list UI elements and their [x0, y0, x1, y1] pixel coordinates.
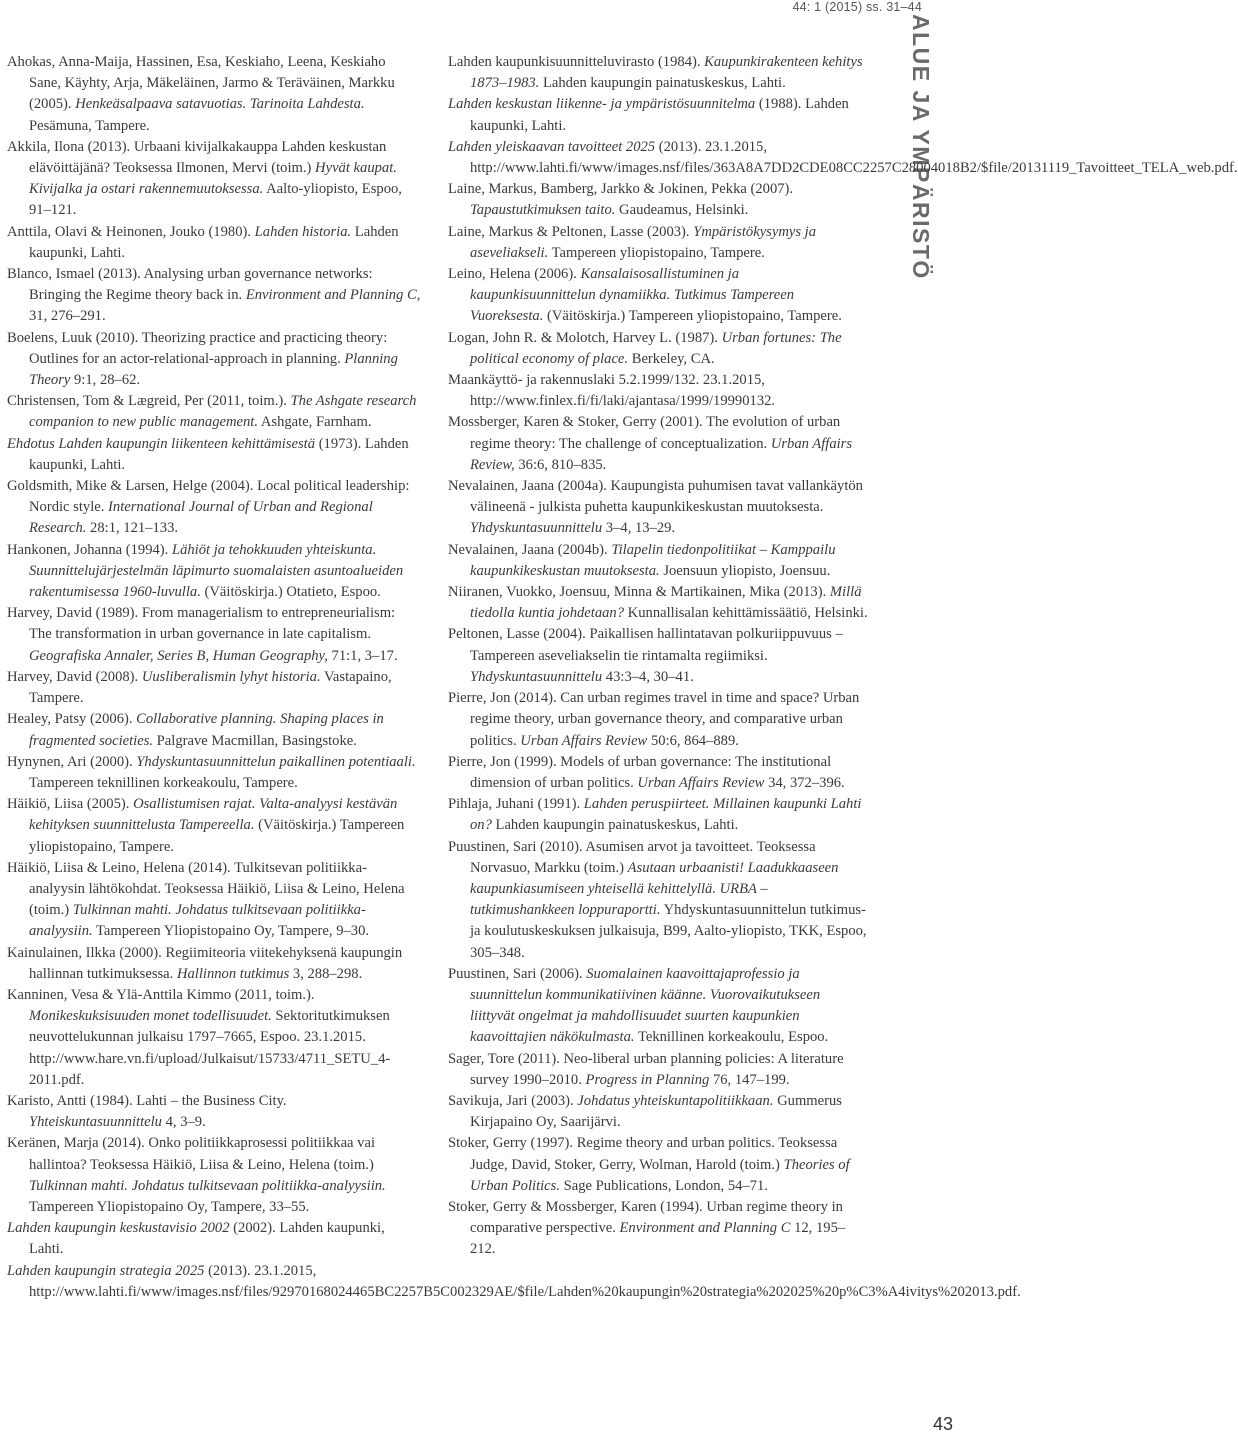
reference-text: Karisto, Antti (1984). Lahti – the Business City. — [7, 1092, 287, 1109]
reference-text: Joensuun yliopisto, Joensuu. — [659, 562, 831, 579]
reference-entry — [7, 667, 421, 709]
reference-title: Environment and Planning C, — [245, 287, 421, 304]
reference-entry — [448, 1197, 868, 1261]
reference-text: (1988). Lahden kaupunki, Lahti. — [470, 96, 849, 134]
reference-title: Geografiska Annaler, Series B, Human Geography, — [29, 647, 328, 664]
reference-entry — [448, 370, 868, 412]
reference-entry — [448, 624, 868, 688]
reference-entry — [448, 264, 868, 328]
reference-title: Hyvät kaupat. Kivijalka ja ostari rakennemuutoksessa. — [29, 160, 397, 198]
reference-text: Ahokas, Anna-Maija, Hassinen, Esa, Keskiaho, Leena, Keskiaho Sane, Käyhty, Arja, Mäkeläinen, Jarmo & Teräväinen, Markku (2005). — [7, 54, 395, 113]
reference-title: Tapaustutkimuksen taito. — [470, 202, 616, 219]
reference-entry — [448, 179, 868, 221]
reference-text: Lahden kaupunkisuunnitteluvirasto (1984). — [448, 54, 705, 70]
reference-text: Harvey, David (1989). From managerialism to entrepreneurialism: The transformation in urban governance in late capitalism. — [7, 605, 396, 643]
reference-text: Sager, Tore (2011). Neo-liberal urban planning policies: A literature survey 1990–2010. — [448, 1050, 844, 1088]
journal-title: ALUE JA YMPÄRISTÖ — [908, 14, 934, 280]
reference-text: Kainulainen, Ilkka (2000). Regiimiteoria viitekehyksenä kaupungin hallinnan tutkimuksessa. — [7, 944, 403, 982]
reference-entry — [7, 137, 421, 222]
reference-text: Tampereen Yliopistopaino Oy, Tampere, 33–55. — [29, 1198, 310, 1215]
reference-title: Tulkinnan mahti. Johdatus tulkitsevaan politiikka-analyysiin. — [29, 1177, 386, 1194]
reference-text: 34, 372–396. — [764, 774, 845, 791]
reference-text: 50:6, 864–889. — [647, 732, 739, 749]
reference-text: Stoker, Gerry (1997). Regime theory and urban politics. Teoksessa Judge, David, Stoker, Gerry, Wolman, Harold (toim.) — [448, 1135, 838, 1173]
reference-entry — [448, 1133, 868, 1197]
reference-text: 28:1, 121–133. — [86, 520, 179, 537]
reference-text: Boelens, Luuk (2010). Theorizing practice and practicing theory: Outlines for an actor-relational-approach in planning. — [7, 329, 388, 367]
reference-text: Laine, Markus & Peltonen, Lasse (2003). — [448, 223, 694, 240]
reference-entry — [448, 328, 868, 370]
reference-title: Yhdyskuntasuunnittelun paikallinen potentiaali. — [136, 753, 416, 770]
reference-text: Stoker, Gerry & Mossberger, Karen (1994). Urban regime theory in comparative perspective. — [448, 1198, 843, 1237]
reference-title: Lahden kaupungin strategia 2025 — [7, 1262, 205, 1279]
reference-entry — [448, 794, 868, 836]
reference-text: (1973). Lahden kaupunki, Lahti. — [29, 435, 409, 473]
reference-entry — [7, 943, 421, 985]
reference-title: Environment and Planning C — [619, 1220, 791, 1237]
reference-text: Häikiö, Liisa (2005). — [7, 796, 134, 813]
reference-text: Teknillinen korkeakoulu, Espoo. — [634, 1029, 829, 1046]
reference-title: Progress in Planning — [585, 1071, 710, 1088]
reference-text: Mossberger, Karen & Stoker, Gerry (2001). The evolution of urban regime theory: The challenge of conceptualization. — [448, 414, 841, 452]
reference-text: Kanninen, Vesa & Ylä-Anttila Kimmo (2011, toim.). — [7, 986, 315, 1003]
reference-text: 71:1, 3–17. — [327, 647, 398, 664]
reference-entry — [448, 582, 868, 624]
reference-text: Tampereen teknillinen korkeakoulu, Tampere. — [29, 774, 298, 791]
reference-text: Lahden kaupungin painatuskeskus, Lahti. — [491, 817, 739, 834]
reference-text: Keränen, Marja (2014). Onko politiikkaprosessi politiikkaa vai hallintoa? Teoksessa Häikiö, Liisa & Leino, Helena (toim.) — [7, 1135, 376, 1173]
reference-entry — [448, 94, 868, 136]
reference-entry — [7, 540, 421, 604]
reference-entry — [448, 476, 868, 540]
reference-entry — [7, 476, 421, 540]
reference-text: Gummerus Kirjapaino Oy, Saarijärvi. — [470, 1092, 842, 1131]
reference-text: Logan, John R. & Molotch, Harvey L. (1987). — [448, 329, 722, 346]
reference-text: Christensen, Tom & Lægreid, Per (2011, toim.). — [7, 393, 291, 410]
reference-text: 9:1, 28–62. — [70, 372, 141, 389]
reference-text: Hynynen, Ari (2000). — [7, 753, 137, 770]
reference-text: 76, 147–199. — [709, 1071, 790, 1088]
reference-text: Anttila, Olavi & Heinonen, Jouko (1980). — [7, 223, 255, 240]
reference-title: Johdatus yhteiskuntapolitiikkaan. — [577, 1092, 774, 1109]
reference-title: Hallinnon tutkimus — [176, 965, 290, 982]
reference-text: (2013). 23.1.2015, http://www.lahti.fi/www/images.nsf/files/363A8A7DD2CDE08CC2257C28004018B2/$file/20131119_Tavoitteet_TELA_web.pdf. — [470, 138, 1238, 177]
reference-text: Peltonen, Lasse (2004). Paikallisen hallintatavan polkuriippuvuus – Tampereen aseveliakselin tie rintamalta regiimiksi. — [448, 626, 843, 664]
reference-text: Puustinen, Sari (2006). — [448, 965, 587, 982]
reference-title: Lahden historia. — [254, 223, 352, 240]
reference-text: Yhdyskuntasuunnittelun tutkimus- ja koulutuskeskuksen julkaisuja, B99, Aalto-yliopisto, TKK, Espoo, 305–348. — [470, 902, 867, 961]
reference-title: Yhdyskuntasuunnittelu — [470, 668, 603, 685]
reference-title: Lahden keskustan liikenne- ja ympäristösuunnitelma — [448, 96, 756, 113]
reference-text: Pierre, Jon (1999). Models of urban governance: The institutional dimension of urban politics. — [448, 753, 832, 791]
reference-title: Ympäristökysymys ja aseveliakseli. — [470, 223, 817, 261]
reference-text: Sage Publications, London, 54–71. — [560, 1177, 768, 1194]
reference-text: Harvey, David (2008). — [7, 668, 142, 685]
reference-title: Suomalainen kaavoittajaprofessio ja suunnittelun kommunikatiivinen käänne. Vuorovaikutukseen liittyvät ongelmat ja mahdollisuudet suurten kaupunkien kaavoittajien näkökulmasta. — [470, 965, 821, 1046]
reference-title: Asutaan urbaanisti! Laadukkaaseen kaupunkiasumiseen yhteisellä kehittelyllä. URBA –tutkimushankkeen loppuraportti. — [470, 859, 839, 919]
reference-entry — [7, 391, 421, 433]
reference-title: The Ashgate research companion to new public management. — [29, 393, 417, 431]
reference-text: (Väitöskirja.) Otatieto, Espoo. — [200, 584, 381, 601]
reference-text: 4, 3–9. — [161, 1114, 206, 1131]
reference-text: 43:3–4, 30–41. — [602, 668, 694, 685]
reference-entry — [7, 264, 421, 328]
reference-title: Urban Affairs Review — [637, 774, 765, 791]
reference-text: Leino, Helena (2006). — [448, 266, 581, 283]
reference-text: Vastapaino, Tampere. — [29, 668, 392, 707]
reference-text: Tampereen yliopistopaino, Tampere. — [548, 244, 765, 261]
reference-entry — [448, 222, 868, 264]
reference-title: Lahden kaupungin keskustavisio 2002 — [7, 1220, 230, 1237]
reference-text: Nevalainen, Jaana (2004a). Kaupungista puhumisen tavat vallankäytön välineenä - julkista puhetta kaupunkikeskustan muutoksesta. — [448, 478, 863, 516]
reference-text: Tampereen Yliopistopaino Oy, Tampere, 9–30. — [92, 923, 370, 940]
reference-title: Monikeskuksisuuden monet todellisuudet. — [29, 1008, 272, 1025]
reference-text: Niiranen, Vuokko, Joensuu, Minna & Martikainen, Mika (2013). — [448, 584, 830, 601]
reference-text: 12, 195–212. — [470, 1220, 846, 1258]
reference-entry — [448, 137, 1238, 179]
reference-text: Kunnallisalan kehittämissäätiö, Helsinki. — [624, 605, 868, 622]
reference-entry — [448, 1091, 868, 1133]
reference-text: (2002). Lahden kaupunki, Lahti. — [29, 1220, 385, 1258]
reference-title: Urban fortunes: The political economy of place. — [470, 329, 842, 367]
reference-entry — [448, 837, 868, 964]
reference-title: International Journal of Urban and Regional Research. — [29, 499, 373, 537]
reference-title: Kaupunkirakenteen kehitys 1873–1983. — [470, 54, 863, 92]
reference-text: 3, 288–298. — [289, 965, 363, 982]
reference-text: Nevalainen, Jaana (2004b). — [448, 541, 612, 558]
reference-entry — [448, 752, 868, 794]
reference-text: Blanco, Ismael (2013). Analysing urban governance networks: Bringing the Regime theory back in. — [7, 266, 373, 304]
reference-text: Pierre, Jon (2014). Can urban regimes travel in time and space? Urban regime theory, urban governance theory, and comparative urban politics. — [448, 690, 860, 749]
reference-entry — [7, 222, 421, 264]
reference-text: Gaudeamus, Helsinki. — [615, 202, 749, 219]
page-number: 43 — [933, 1414, 954, 1434]
reference-entry — [7, 1218, 421, 1260]
reference-entry — [7, 434, 421, 476]
reference-entry — [7, 752, 421, 794]
reference-text: Goldsmith, Mike & Larsen, Helge (2004). Local political leadership: Nordic style. — [7, 478, 410, 516]
reference-title: Yhteiskuntasuunnittelu — [29, 1114, 162, 1131]
reference-entry — [448, 688, 868, 752]
reference-text: Berkeley, CA. — [628, 350, 715, 367]
reference-text: Ashgate, Farnham. — [258, 414, 372, 431]
reference-title: Uusliberalismin lyhyt historia. — [141, 668, 321, 685]
reference-entry — [7, 603, 421, 667]
issue-citation: 44: 1 (2015) ss. 31–44 — [792, 0, 922, 14]
reference-entry — [7, 328, 421, 392]
reference-entry — [7, 794, 421, 858]
reference-text: Puustinen, Sari (2010). Asumisen arvot ja tavoitteet. Teoksessa Norvasuo, Markku (toim.) — [448, 838, 816, 876]
reference-entry — [7, 52, 421, 137]
reference-entry — [7, 709, 421, 751]
reference-text: Laine, Markus, Bamberg, Jarkko & Jokinen, Pekka (2007). — [448, 181, 794, 198]
reference-text: Palgrave Macmillan, Basingstoke. — [153, 732, 357, 749]
reference-title: Collaborative planning. Shaping places in fragmented societies. — [29, 711, 384, 749]
reference-text: Sektoritutkimuksen neuvottelukunnan julkaisu 1797–7665, Espoo. 23.1.2015. http://www.hare.vn.fi/upload/Julkaisut/15733/4711_SETU_4-2011.pdf. — [29, 1008, 391, 1088]
reference-entry — [448, 1049, 868, 1091]
reference-entry — [7, 858, 421, 943]
reference-title: Lahden yleiskaavan tavoitteet 2025 — [448, 138, 656, 155]
reference-text: 31, 276–291. — [29, 308, 106, 325]
reference-entry — [448, 52, 868, 94]
reference-entry — [7, 1091, 421, 1133]
reference-entry — [7, 1261, 1021, 1303]
reference-text: Savikuja, Jari (2003). — [448, 1092, 578, 1109]
reference-text: (Väitöskirja.) Tampereen yliopistopaino, Tampere. — [29, 817, 405, 855]
reference-entry — [448, 412, 868, 476]
reference-title: Tilapelin tiedonpolitiikat – Kamppailu kaupunkikeskustan muutoksesta. — [470, 541, 836, 579]
reference-entry — [7, 1133, 421, 1218]
reference-text: Aalto-yliopisto, Espoo, 91–121. — [29, 181, 402, 219]
reference-text: 3–4, 13–29. — [602, 520, 676, 537]
reference-title: Urban Affairs Review — [520, 732, 648, 749]
reference-title: Lahden peruspiirteet. Millainen kaupunki Lahti on? — [470, 796, 862, 834]
reference-text: Hankonen, Johanna (1994). — [7, 541, 172, 558]
reference-text: (Väitöskirja.) Tampereen yliopistopaino, Tampere. — [543, 308, 842, 325]
reference-text: Pihlaja, Juhani (1991). — [448, 796, 584, 813]
reference-entry — [448, 540, 868, 582]
reference-entry — [448, 964, 868, 1049]
reference-title: Planning Theory — [29, 350, 398, 389]
reference-title: Kansalaisosallistuminen ja kaupunkisuunnittelun dynamiikka. Tutkimus Tampereen Vuoreksesta. — [470, 266, 794, 325]
reference-text: 36:6, 810–835. — [514, 456, 607, 473]
reference-title: Ehdotus Lahden kaupungin liikenteen kehittämisestä — [7, 435, 316, 452]
reference-text: Maankäyttö- ja rakennuslaki 5.2.1999/132. 23.1.2015, http://www.finlex.fi/fi/laki/ajantasa/1999/19990132. — [448, 372, 776, 410]
reference-text: Häikiö, Liisa & Leino, Helena (2014). Tulkitsevan politiikka-analyysin lähtökohdat. Teoksessa Häikiö, Liisa & Leino, Helena (toim.) — [7, 859, 405, 919]
reference-title: Yhdyskuntasuunnittelu — [470, 520, 603, 537]
reference-text: Akkila, Ilona (2013). Urbaani kivijalkakauppa Lahden keskustan elävöittäjänä? Teoksessa Ilmonen, Mervi (toim.) — [7, 138, 387, 177]
reference-title: Osallistumisen rajat. Valta-analyysi kestävän kehityksen suunnittelusta Tampereella. — [29, 796, 398, 834]
reference-text: Lahden kaupunki, Lahti. — [29, 223, 399, 261]
reference-title: Lähiöt ja tehokkuuden yhteiskunta. Suunnittelujärjestelmän läpimurto suomalaisten asuntoalueiden rakentumisessa 1960-luvulla. — [29, 541, 404, 601]
reference-text: Pesämuna, Tampere. — [29, 117, 150, 134]
reference-title: Theories of Urban Politics. — [470, 1156, 850, 1194]
reference-title: Millä tiedolla kuntia johdetaan? — [470, 584, 862, 622]
reference-title: Urban Affairs Review, — [470, 435, 853, 473]
reference-entry — [7, 985, 421, 1091]
reference-title: Henkeäsalpaava satavuotias. Tarinoita Lahdesta. — [75, 96, 365, 113]
reference-text: (2013). 23.1.2015, http://www.lahti.fi/www/images.nsf/files/92970168024465BC2257B5C002329AE/$file/Lahden%20kaupungin%20strategia%202025%20p%C3%A4ivitys%202013.pdf. — [29, 1262, 1021, 1300]
reference-text: Lahden kaupungin painatuskeskus, Lahti. — [539, 75, 786, 92]
reference-title: Tulkinnan mahti. Johdatus tulkitsevaan politiikka-analyysiin. — [29, 902, 366, 940]
reference-text: Healey, Patsy (2006). — [7, 711, 137, 728]
